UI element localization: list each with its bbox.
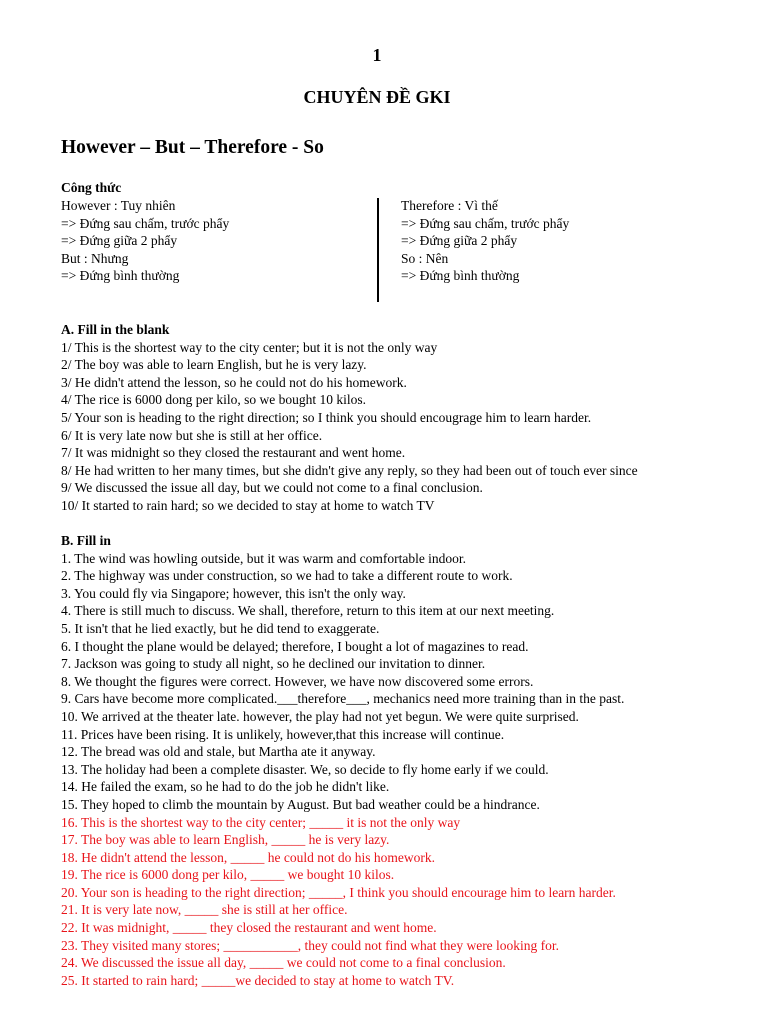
section-a-heading: A. Fill in the blank [61,322,170,337]
exercise-line: 4. There is still much to discuss. We shall, therefore, return to this item at our next meeting. [61,603,555,619]
formula-heading: Công thức [61,180,122,195]
exercise-line: 23. They visited many stores; ___________, they could not find what they were looking for. [61,937,560,953]
section-b-exercise-lines [61,814,624,990]
exercise-line: 13. The holiday had been a complete disaster. We, so decide to fly home early if we could. [61,761,549,777]
exercise-line: 19. The rice is 6000 dong per kilo, _____ we bought 10 kilos. [61,867,395,883]
exercise-line: 9/ We discussed the issue all day, but we could not come to a final conclusion. [61,480,483,496]
formula-line: => Đứng sau chấm, trước phẩy [61,215,230,231]
section-a-lines [61,339,638,515]
exercise-line: 15. They hoped to climb the mountain by August. But bad weather could be a hindrance. [61,796,540,812]
formula-line: But : Nhưng [61,250,129,266]
exercise-line: 4/ The rice is 6000 dong per kilo, so we bought 10 kilos. [61,392,366,408]
exercise-line: 7. Jackson was going to study all night, so he declined our invitation to dinner. [61,656,486,672]
exercise-line: 3/ He didn't attend the lesson, so he could not do his homework. [61,374,407,390]
exercise-line: 10. We arrived at the theater late. however, the play had not yet begun. We were quite surprised. [61,708,579,724]
exercise-line: 17. The boy was able to learn English, _____ he is very lazy. [61,832,390,848]
exercise-line: 24. We discussed the issue all day, _____ we could not come to a final conclusion. [61,955,506,971]
exercise-line: 8. We thought the figures were correct. However, we have now discovered some errors. [61,673,534,689]
exercise-line: 6. I thought the plane would be delayed; therefore, I bought a lot of magazines to read. [61,638,529,654]
exercise-line: 2/ The boy was able to learn English, but he is very lazy. [61,357,367,373]
exercise-line: 25. It started to rain hard; _____we decided to stay at home to watch TV. [61,972,455,988]
exercise-line: 11. Prices have been rising. It is unlikely, however,that this increase will continue. [61,726,505,742]
exercise-line: 3. You could fly via Singapore; however, this isn't the only way. [61,585,406,601]
formula-line: => Đứng giữa 2 phẩy [61,233,178,249]
formula-right-column [401,197,569,285]
formula-line: => Đứng bình thường [401,268,520,284]
exercise-line: 14. He failed the exam, so he had to do the job he didn't like. [61,779,390,795]
exercise-line: 10/ It started to rain hard; so we decided to stay at home to watch TV [61,497,435,513]
formula-line: => Đứng bình thường [61,268,180,284]
formula-line: So : Nên [401,250,449,266]
section-b [61,532,624,989]
exercise-line: 16. This is the shortest way to the city center; _____ it is not the only way [61,814,461,830]
exercise-line: 1/ This is the shortest way to the city center; but it is not the only way [61,339,438,355]
section-b-lines [61,550,624,814]
formula-line: However : Tuy nhiên [61,198,176,213]
formula-line: => Đứng giữa 2 phẩy [401,233,518,249]
exercise-line: 20. Your son is heading to the right direction; _____, I think you should encourage him to learn harder. [61,884,616,900]
section-a [61,321,638,515]
exercise-line: 5. It isn't that he lied exactly, but he did tend to exaggerate. [61,620,380,636]
exercise-line: 22. It was midnight, _____ they closed the restaurant and went home. [61,920,437,936]
exercise-line: 6/ It is very late now but she is still at her office. [61,427,323,443]
exercise-line: 1. The wind was howling outside, but it was warm and comfortable indoor. [61,550,467,566]
exercise-line: 9. Cars have become more complicated.___therefore___, mechanics need more training than in the past. [61,691,625,707]
document-title: CHUYÊN ĐỀ GKI [303,87,451,107]
exercise-line: 18. He didn't attend the lesson, _____ he could not do his homework. [61,849,436,865]
exercise-line: 21. It is very late now, _____ she is still at her office. [61,902,348,918]
formula-left-column [61,197,229,285]
exercise-line: 5/ Your son is heading to the right direction; so I think you should encougrage him to learn harder. [61,409,592,425]
topic-heading: However – But – Therefore - So [61,137,324,158]
formula-line: => Đứng sau chấm, trước phẩy [401,215,570,231]
column-divider [377,198,379,302]
exercise-line: 2. The highway was under construction, so we had to take a different route to work. [61,568,513,584]
section-b-heading: B. Fill in [61,533,111,548]
exercise-line: 8/ He had written to her many times, but she didn't give any reply, so they had been out of touch ever since [61,462,638,478]
page-number: 1 [372,45,382,65]
exercise-line: 12. The bread was old and stale, but Martha ate it anyway. [61,744,376,760]
exercise-line: 7/ It was midnight so they closed the restaurant and went home. [61,445,406,461]
formula-line: Therefore : Vì thế [401,198,498,213]
